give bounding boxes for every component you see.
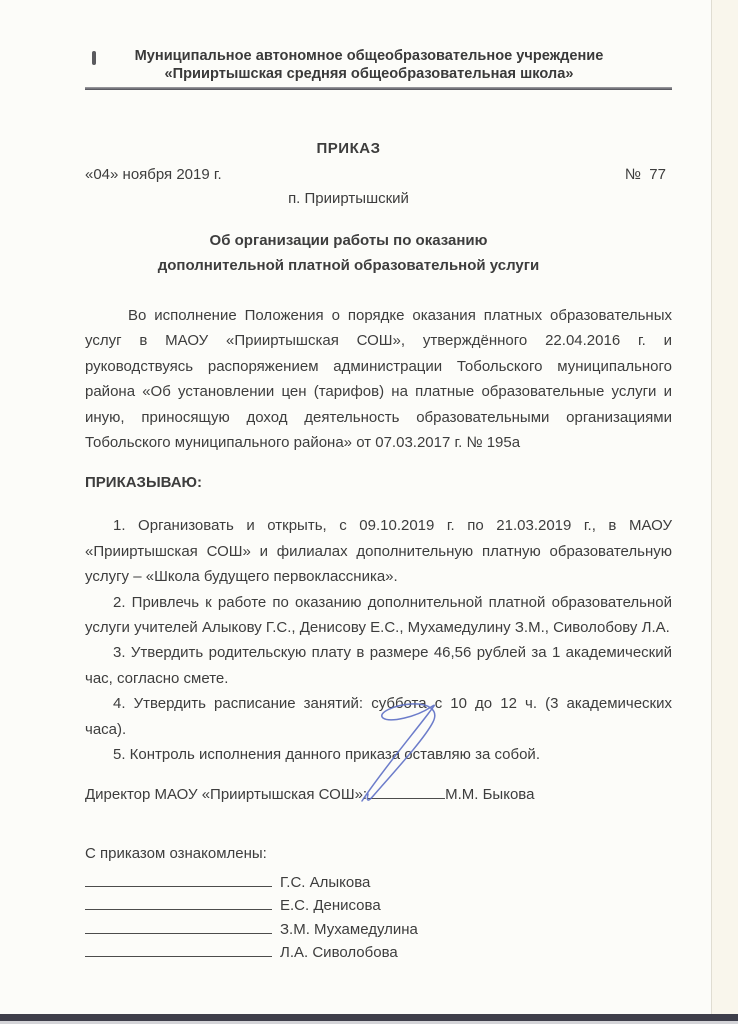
doc-meta-row xyxy=(85,166,672,183)
doc-date: «04» ноября 2019 г. xyxy=(85,166,222,183)
doc-subject-line2: дополнительной платной образовательной услуги xyxy=(157,257,540,274)
order-items xyxy=(85,513,672,767)
doc-subject-line1: Об организации работы по оказанию xyxy=(209,232,488,249)
signature-line xyxy=(85,919,272,934)
director-signature-row xyxy=(85,782,672,807)
director-name: М.М. Быкова xyxy=(445,785,535,803)
org-header xyxy=(0,47,738,83)
acknowledged-rows xyxy=(85,871,672,965)
order-item-2: 2. Привлечь к работе по оказанию дополнительной платной образовательной услуги учителей Алыкову Г.С., Денисову Е.С., Мухамедулину З.М., Сиволобову Л.А. xyxy=(85,593,672,637)
signatory-name: Е.С. Денисова xyxy=(280,897,381,914)
order-item-5: 5. Контроль исполнения данного приказа оставляю за собой. xyxy=(113,746,540,764)
org-name-line2: «Прииртышская средняя общеобразовательная школа» xyxy=(164,66,574,82)
signatory-name: Г.С. Алыкова xyxy=(280,873,371,891)
doc-type-title: ПРИКАЗ xyxy=(316,140,381,157)
org-name-line1: Муниципальное автономное общеобразовательное учреждение xyxy=(134,48,604,64)
signature-line xyxy=(85,895,272,910)
acknowledged-label: С приказом ознакомлены: xyxy=(85,844,267,862)
preamble-paragraph: Во исполнение Положения о порядке оказания платных образовательных услуг в МАОУ «Прииртышская СОШ», утверждённого 22.04.2016 г. и руководствуясь распоряжением администрации Тобольского муниципального района «Об установлении цен (тарифов) на платные образовательные услуги и иную, приносящую доход деятельность образовательными организациями Тобольского муниципального района» от 07.03.2017 г. № 195а xyxy=(85,307,672,452)
order-heading: ПРИКАЗЫВАЮ: xyxy=(85,474,203,492)
order-item-1: 1. Организовать и открыть, с 09.10.2019 г. по 21.03.2019 г., в МАОУ «Прииртышская СОШ» и филиалах дополнительную платную образовательную услугу – «Школа будущего первоклассника». xyxy=(85,517,672,586)
signature-line xyxy=(85,872,272,887)
signature-line xyxy=(85,942,272,957)
doc-subject xyxy=(85,228,612,278)
signatory-name: З.М. Мухамедулина xyxy=(280,920,418,938)
doc-place: п. Прииртышский xyxy=(288,190,409,207)
acknowledged-row xyxy=(85,894,672,918)
doc-number: № 77 xyxy=(624,166,666,183)
acknowledged-row xyxy=(85,918,672,942)
director-label: Директор МАОУ «Прииртышская СОШ»: xyxy=(85,785,368,803)
scan-page-edge-strip xyxy=(712,0,738,1014)
acknowledged-row xyxy=(85,871,672,895)
order-item-4: 4. Утвердить расписание занятий: суббота с 10 до 12 ч. (3 академических часа). xyxy=(85,695,672,738)
acknowledged-row xyxy=(85,941,672,965)
director-signature-line xyxy=(367,784,445,799)
order-item-3: 3. Утвердить родительскую плату в размере 46,56 рублей за 1 академический час, согласно смете. xyxy=(85,644,672,687)
header-rule xyxy=(85,87,672,90)
scan-bottom-edge xyxy=(0,1014,738,1021)
scan-artifact xyxy=(92,51,96,65)
signatory-name: Л.А. Сиволобова xyxy=(280,944,398,961)
